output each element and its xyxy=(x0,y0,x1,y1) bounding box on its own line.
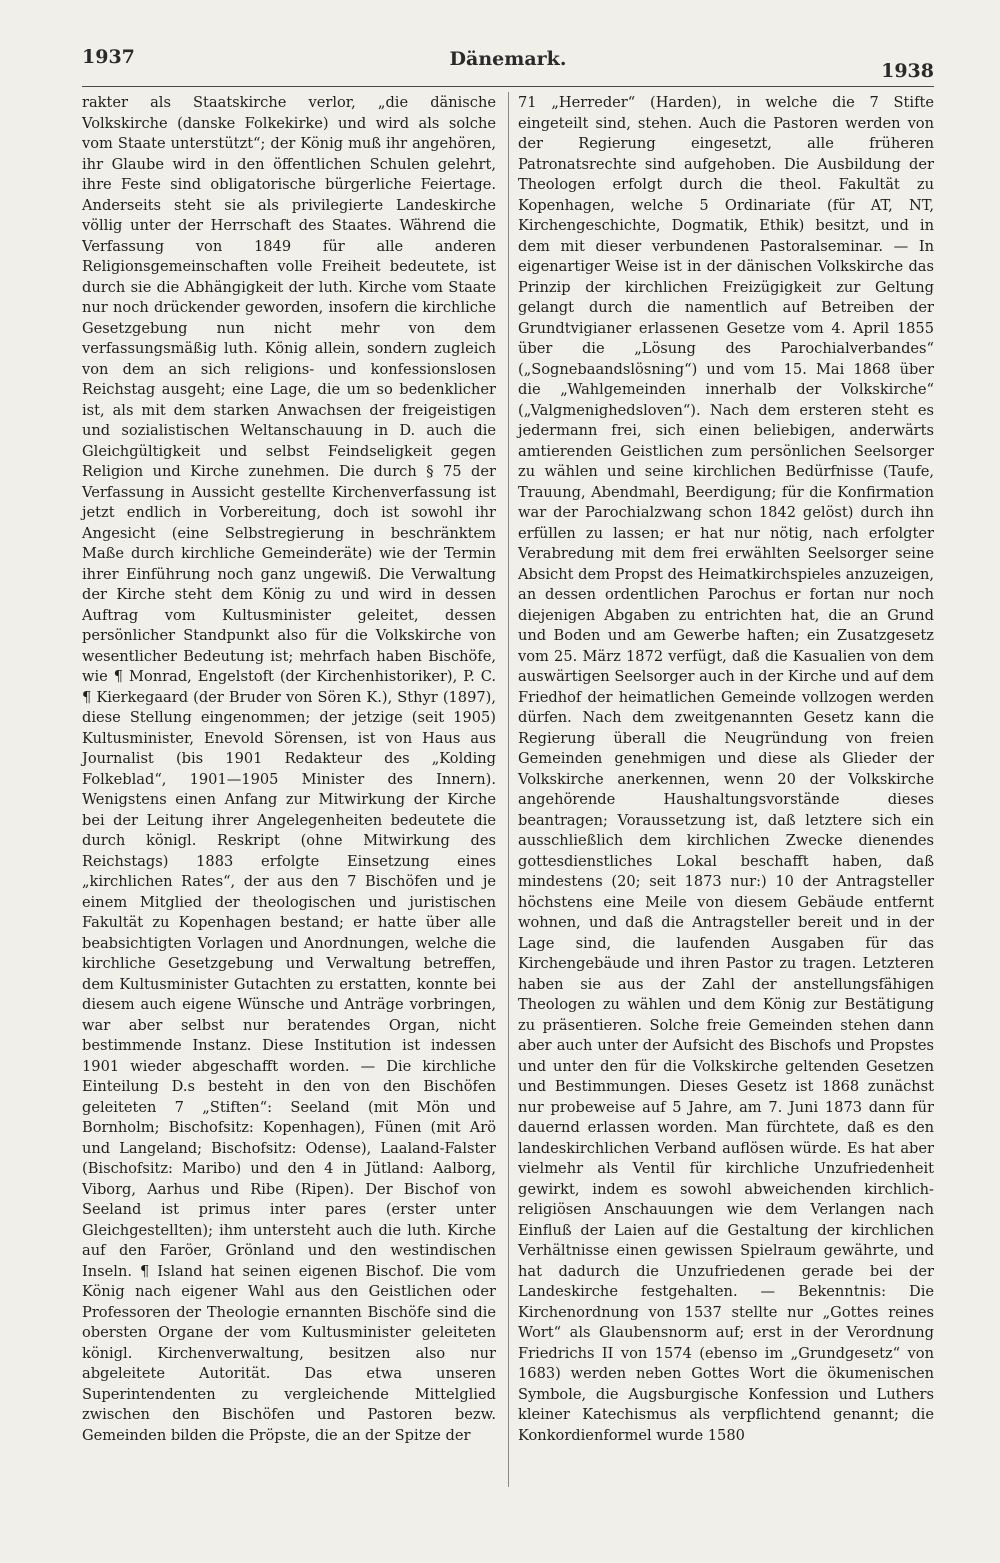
right-column xyxy=(518,93,934,1446)
left-page-number: 1937 xyxy=(82,46,135,68)
running-title: Dänemark. xyxy=(449,48,567,70)
left-column-text: rakter als Staatskirche verlor, „die dänische Volkskirche (danske Folkekirke) und wird als solche vom Staate unterstützt“; der König muß ihr angehören, ihr Glaube wird in den öffentlichen Schulen gelehrt, ihre Feste sind obligatorische bürgerliche Feiertage. Anderseits steht sie als privilegierte Landeskirche völlig unter der Herrschaft des Staates. Während die Verfassung von 1849 für alle anderen Religionsgemeinschaften volle Freiheit bedeutete, ist durch sie die Abhängigkeit der luth. Kirche vom Staate nur noch drückender geworden, insofern die kirchliche Gesetzgebung nun nicht mehr von dem verfassungsmäßig luth. König allein, sondern zugleich von dem an sich religions- und konfessionslosen Reichstag ausgeht; eine Lage, die um so bedenklicher ist, als mit dem starken Anwachsen der freigeistigen und sozialistischen Weltanschauung in D. auch die Gleichgültigkeit und selbst Feindseligkeit gegen Religion und Kirche zunehmen. Die durch § 75 der Verfassung in Aussicht gestellte Kirchenverfassung ist jetzt endlich in Vorbereitung, doch ist sowohl ihr Angesicht (eine Selbstregierung in beschränktem Maße durch kirchliche Gemeinderäte) wie der Termin ihrer Einführung noch ganz ungewiß. Die Verwaltung der Kirche steht dem König zu und wird in dessen Auftrag vom Kultusminister geleitet, dessen persönlicher Standpunkt also für die Volkskirche von wesentlicher Bedeutung ist; mehrfach haben Bischöfe, wie ¶ Monrad, Engelstoft (der Kirchenhistoriker), P. C. ¶ Kierkegaard (der Bruder von Sören K.), Sthyr (1897), diese Stellung eingenommen; der jetzige (seit 1905) Kultusminister, Enevold Sörensen, ist von Haus aus Journalist (bis 1901 Redakteur des „Kolding Folkeblad“, 1901—1905 Minister des Innern). Wenigstens einen Anfang zur Mitwirkung der Kirche bei der Leitung ihrer Angelegenheiten bedeutete die durch königl. Reskript (ohne Mitwirkung des Reichstags) 1883 erfolgte Einsetzung eines „kirchlichen Rates“, der aus den 7 Bischöfen und je einem Mitglied der theologischen und juristischen Fakultät zu Kopenhagen bestand; er hatte über alle beabsichtigten Vorlagen und Anordnungen, welche die kirchliche Gesetzgebung und Verwaltung betreffen, dem Kultusminister Gutachten zu erstatten, konnte bei diesem auch eigene Wünsche und Anträge vorbringen, war aber selbst nur beratendes Organ, nicht bestimmende Instanz. Diese Institution ist indessen 1901 wieder abgeschafft worden. — Die kirchliche Einteilung D.s besteht in den von den Bischöfen geleiteten 7 „Stiften“: Seeland (mit Mön und Bornholm; Bischofsitz: Kopenhagen), Fünen (mit Arö und Langeland; Bischofsitz: Odense), Laaland-Falster (Bischofsitz: Maribo) und den 4 in Jütland: Aalborg, Viborg, Aarhus und Ribe (Ripen). Der Bischof von Seeland ist primus inter pares (erster unter Gleichgestellten); ihm untersteht auch die luth. Kirche auf den Faröer, Grönland und den westindischen Inseln. ¶ Island hat seinen eigenen Bischof. Die vom König nach eigener Wahl aus den Geistlichen oder Professoren der Theologie ernannten Bischöfe sind die obersten Organe der vom Kultusminister geleiteten königl. Kirchenverwaltung, besitzen also nur abgeleitete Autorität. Das etwa unseren Superintendenten zu vergleichende Mittelglied zwischen den Bischöfen und Pastoren bezw. Gemeinden bilden die Pröpste, die an der Spitze der xyxy=(82,94,496,1444)
right-page-number: 1938 xyxy=(881,60,934,82)
running-header xyxy=(82,46,934,86)
header-rule xyxy=(82,86,934,87)
column-divider xyxy=(508,92,509,1487)
right-column-text: 71 „Herreder“ (Harden), in welche die 7 Stifte eingeteilt sind, stehen. Auch die Pastoren werden von der Regierung eingesetzt, alle früheren Patronatsrechte sind aufgehoben. Die Ausbildung der Theologen erfolgt durch die theol. Fakultät zu Kopenhagen, welche 5 Ordinariate (für AT, NT, Kirchengeschichte, Dogmatik, Ethik) besitzt, und in dem mit dieser verbundenen Pastoralseminar. — In eigenartiger Weise ist in der dänischen Volkskirche das Prinzip der kirchlichen Freizügigkeit zur Geltung gelangt durch die namentlich auf Betreiben der Grundtvigianer erlassenen Gesetze vom 4. April 1855 über die „Lösung des Parochialverbandes“ („Sognebaandslösning“) und vom 15. Mai 1868 über die „Wahlgemeinden innerhalb der Volkskirche“ („Valgmenighedsloven“). Nach dem ersteren steht es jedermann frei, sich einen beliebigen, anderwärts amtierenden Geistlichen zum persönlichen Seelsorger zu wählen und seine kirchlichen Bedürfnisse (Taufe, Trauung, Abendmahl, Beerdigung; für die Konfirmation war der Parochialzwang schon 1842 gelöst) durch ihn erfüllen zu lassen; er hat nur nötig, nach erfolgter Verabredung mit dem frei erwählten Seelsorger seine Absicht dem Propst des Heimatkirchspieles anzuzeigen, an dessen ordentlichen Parochus er fortan nur noch diejenigen Abgaben zu entrichten hat, die an Grund und Boden und am Gewerbe haften; ein Zusatzgesetz vom 25. März 1872 verfügt, daß die Kasualien von dem auswärtigen Seelsorger auch in der Kirche und auf dem Friedhof der heimatlichen Gemeinde vollzogen werden dürfen. Nach dem zweitgenannten Gesetz kann die Regierung überall die Neugründung von freien Gemeinden genehmigen und diese als Glieder der Volkskirche anerkennen, wenn 20 der Volkskirche angehörende Haushaltungsvorstände dieses beantragen; Voraussetzung ist, daß letztere sich ein ausschließlich dem kirchlichen Zwecke dienendes gottesdienstliches Lokal beschafft haben, daß mindestens (20; seit 1873 nur:) 10 der Antragsteller höchstens eine Meile von diesem Gebäude entfernt wohnen, und daß die Antragsteller bereit und in der Lage sind, die laufenden Ausgaben für das Kirchengebäude und ihren Pastor zu tragen. Letzteren haben sie aus der Zahl der anstellungsfähigen Theologen zu wählen und dem König zur Bestätigung zu präsentieren. Solche freie Gemeinden stehen dann aber auch unter der Aufsicht des Bischofs und Propstes und unter den für die Volkskirche geltenden Gesetzen und Bestimmungen. Dieses Gesetz ist 1868 zunächst nur probeweise auf 5 Jahre, am 7. Juni 1873 dann für dauernd erlassen worden. Man fürchtete, daß es den landeskirchlichen Verband auflösen würde. Es hat aber vielmehr als Ventil für kirchliche Unzufriedenheit gewirkt, indem es sowohl abweichenden kirchlich-religiösen Anschauungen wie dem Verlangen nach Einfluß der Laien auf die Gestaltung der kirchlichen Verhältnisse einen gewissen Spielraum gewährte, und hat dadurch die Unzufriedenen gerade bei der Landeskirche festgehalten. — Bekenntnis: Die Kirchenordnung von 1537 stellte nur „Gottes reines Wort“ als Glaubensnorm auf; erst in der Verordnung Friedrichs II von 1574 (ebenso im „Grundgesetz“ von 1683) werden neben Gottes Wort die ökumenischen Symbole, die Augsburgische Konfession und Luthers kleiner Katechismus als verpflichtend genannt; die Konkordienformel wurde 1580 xyxy=(518,94,934,1444)
left-column xyxy=(82,93,496,1446)
